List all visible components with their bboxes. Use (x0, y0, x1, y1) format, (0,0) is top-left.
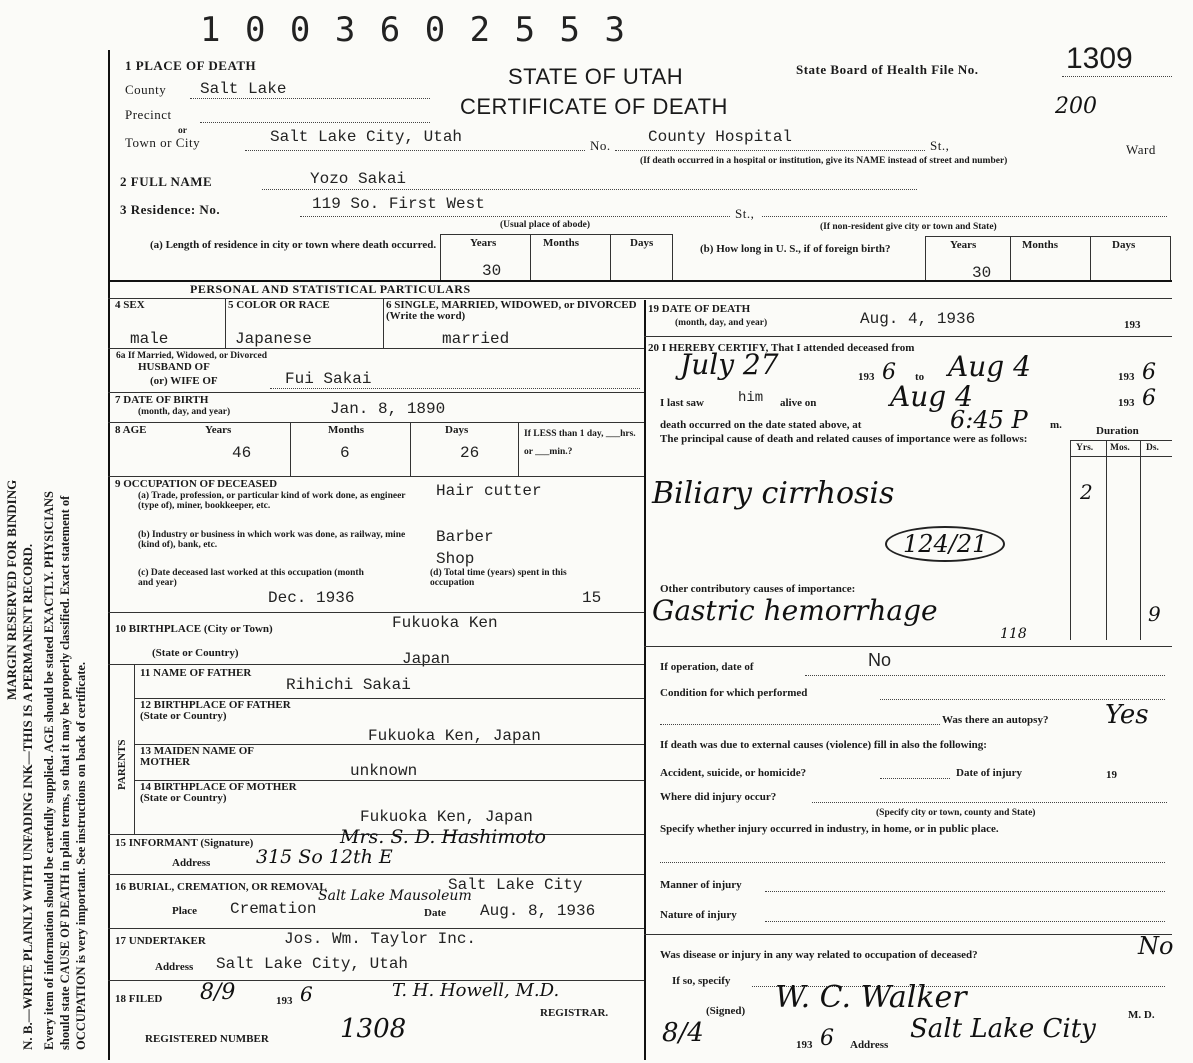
age-months-label: Months (328, 424, 365, 436)
death-date-value: Aug. 4, 1936 (860, 310, 976, 328)
father-value: Rihichi Sakai (286, 676, 411, 694)
spouse-label-2: HUSBAND OF (138, 361, 210, 373)
document-number: 1 0 0 3 6 0 2 5 5 3 (200, 10, 627, 50)
occupation-c-value: Dec. 1936 (268, 589, 355, 607)
autopsy-value: Yes (1105, 700, 1149, 730)
informant-label: 15 INFORMANT (Signature) (115, 837, 254, 849)
death-time: 6:45 P (950, 406, 1028, 434)
last-saw-pronoun: him (738, 390, 764, 406)
precinct-label: Precinct (125, 107, 172, 122)
filed-year: 6 (300, 982, 313, 1006)
informant-address-label: Address (172, 857, 211, 869)
attended-to-year-prefix: 193 (1118, 371, 1135, 383)
alive-on-label: alive on (780, 397, 817, 409)
spouse-value: Fui Sakai (285, 370, 372, 388)
occupation-related-label: Was disease or injury in any way related to occupation of deceased? (660, 949, 978, 961)
state-title: STATE OF UTAH (508, 64, 684, 89)
attended-to-year: 6 (1142, 360, 1156, 385)
burial-place-label: Place (172, 905, 198, 917)
death-date-sub-label: (month, day, and year) (675, 318, 768, 328)
mother-value: unknown (350, 762, 418, 780)
cause-code: 124/21 (885, 526, 1005, 562)
certify-label: 20 I HEREBY CERTIFY, That I attended deceased from (648, 342, 915, 354)
form-center-divider (644, 300, 646, 1060)
margin-instructions-1: Every item of information should be carefully supplied. AGE should be stated EXACTLY. PHYSICIANS (42, 491, 56, 1050)
undertaker-address: Salt Lake City, Utah (216, 955, 409, 973)
town-label: Town or City (125, 135, 201, 150)
contributory-code: 118 (1000, 626, 1027, 642)
occupation-d-label: (d) Total time (years) spent in this occupation (430, 568, 567, 588)
spouse-label-3: (or) WIFE OF (150, 375, 218, 387)
occupation-related-value: No (1138, 932, 1174, 960)
age-days-label: Days (445, 424, 469, 436)
informant-address: 315 So 12th E (256, 846, 393, 868)
margin-instructions-2: should state CAUSE OF DEATH in plain terms, so that it may be properly classified. Exact statement of (58, 495, 72, 1050)
operation-value: No (868, 650, 892, 670)
age-less-label: If LESS than 1 day, ___hrs. or ___min.? (524, 429, 636, 457)
father-label: 11 NAME OF FATHER (140, 667, 252, 679)
place-of-death-heading: 1 PLACE OF DEATH (125, 58, 257, 73)
signed-year: 6 (820, 1026, 834, 1051)
duration-mos-label: Mos. (1110, 443, 1130, 453)
residence-value: 119 So. First West (312, 195, 485, 213)
undertaker-label: 17 UNDERTAKER (115, 935, 206, 947)
contributory-cause: Gastric hemorrhage (652, 594, 938, 627)
age-label: 8 AGE (115, 424, 147, 436)
duration-ds-label: Ds. (1146, 443, 1159, 453)
father-birthplace-value: Fukuoka Ken, Japan (368, 727, 541, 745)
us-days-label: Days (1112, 239, 1136, 251)
last-seen-year: 6 (1142, 386, 1156, 411)
occupation-a-value: Hair cutter (436, 482, 542, 500)
occupation-b-label: (b) Industry or business in which work was done, as railway, mine (kind of), bank, etc. (138, 530, 406, 550)
filed-by-signature: T. H. Howell, M.D. (392, 980, 560, 1001)
attended-to: Aug 4 (948, 350, 1031, 383)
death-date-year-suffix: 193 (1124, 319, 1141, 331)
burial-date-label: Date (424, 907, 446, 919)
usual-abode-note: (Usual place of abode) (500, 220, 590, 230)
registered-number-value: 1308 (340, 1014, 407, 1044)
form-left-border (108, 50, 110, 1060)
manner-label: Manner of injury (660, 879, 742, 891)
res-years-value: 30 (482, 262, 502, 280)
age-days-value: 26 (460, 444, 480, 462)
res-days-label: Days (630, 237, 654, 249)
burial-place-handwritten: Salt Lake Mausoleum (318, 888, 472, 904)
undertaker-address-label: Address (155, 961, 194, 973)
file-subnumber: 200 (1055, 94, 1097, 119)
color-value: Japanese (235, 330, 312, 348)
attended-from-year: 6 (882, 360, 896, 385)
or-label: or (178, 126, 187, 136)
occupation-b-value: Barber Shop (436, 528, 494, 568)
last-seen-alive: Aug 4 (890, 380, 973, 413)
sex-label: 4 SEX (115, 299, 145, 311)
hospital-value: County Hospital (648, 128, 793, 146)
to-label: to (915, 371, 925, 383)
birthplace-value: Fukuoka Ken (392, 614, 498, 632)
death-occurred-label: death occurred on the date stated above, at (660, 419, 862, 431)
specify-city-note: (Specify city or town, county and State) (876, 808, 1036, 818)
age-years-value: 46 (232, 444, 252, 462)
operation-label: If operation, date of (660, 661, 754, 673)
occupation-a-label: (a) Trade, profession, or particular kind of work done, as engineer (type of), miner, bookkeeper, etc. (138, 491, 406, 511)
father-birthplace-label: 12 BIRTHPLACE OF FATHER (State or Country) (140, 699, 291, 722)
county-value: Salt Lake (200, 80, 287, 98)
birthplace-state-value: Japan (402, 650, 451, 668)
physician-address: Salt Lake City (910, 1014, 1096, 1044)
dob-label: 7 DATE OF BIRTH (115, 394, 209, 406)
sex-value: male (130, 330, 169, 348)
attended-from: July 27 (680, 348, 779, 381)
burial-date-value: Aug. 8, 1936 (480, 902, 596, 920)
contributory-cause-days: 9 (1148, 602, 1161, 626)
injury-where-label: Where did injury occur? (660, 791, 777, 803)
town-value: Salt Lake City, Utah (270, 128, 463, 146)
injury-date-label: Date of injury (956, 767, 1022, 779)
occupation-d-value: 15 (582, 589, 602, 607)
filed-label: 18 FILED (115, 993, 163, 1005)
signed-label: (Signed) (706, 1005, 746, 1017)
informant-value: Mrs. S. D. Hashimoto (340, 826, 546, 848)
margin-instructions-3: OCCUPATION is very important. See instructions on back of certificate. (74, 661, 88, 1050)
registrar-label: REGISTRAR. (540, 1007, 609, 1019)
residence-label: 3 Residence: No. (120, 202, 221, 217)
birthplace-state-label: (State or Country) (152, 647, 239, 659)
physician-signature: W. C. Walker (775, 980, 967, 1015)
res-years-label: Years (470, 237, 497, 249)
cause-label: The principal cause of death and related causes of importance were as follows: (660, 433, 1028, 445)
file-number: 1309 (1066, 42, 1133, 75)
filed-year-prefix: 193 (276, 995, 293, 1007)
attended-from-year-prefix: 193 (858, 371, 875, 383)
dob-sub-label: (month, day, and year) (138, 407, 231, 417)
file-no-label: State Board of Health File No. (796, 62, 979, 77)
burial-label: 16 BURIAL, CREMATION, OR REMOVAL (115, 881, 327, 893)
margin-permanent-record-note: N. B.—WRITE PLAINLY WITH UNFADING INK—THIS IS A PERMANENT RECORD. (20, 543, 35, 1050)
full-name-label: 2 FULL NAME (120, 174, 213, 189)
color-label: 5 COLOR OR RACE (228, 299, 330, 311)
burial-place-value: Cremation (230, 900, 317, 918)
condition-label: Condition for which performed (660, 687, 808, 699)
margin-binding-note: MARGIN RESERVED FOR BINDING (4, 479, 19, 700)
other-causes-label: Other contributory causes of importance: (660, 583, 856, 595)
primary-cause: Biliary cirrhosis (652, 476, 895, 511)
death-time-suffix: m. (1050, 419, 1062, 431)
duration-label: Duration (1096, 425, 1139, 437)
age-years-label: Years (205, 424, 232, 436)
burial-value: Salt Lake City (448, 876, 583, 894)
us-months-label: Months (1022, 239, 1059, 251)
nature-label: Nature of injury (660, 909, 737, 921)
last-saw-label: I last saw (660, 397, 705, 409)
occupation-heading: 9 OCCUPATION OF DECEASED (115, 478, 278, 490)
us-years-label: Years (950, 239, 977, 251)
dob-value: Jan. 8, 1890 (330, 400, 446, 418)
ward-label: Ward (1126, 142, 1156, 157)
st-label: St., (930, 138, 950, 153)
non-resident-note: (If non-resident give city or town and State) (820, 222, 997, 232)
personal-particulars-header: PERSONAL AND STATISTICAL PARTICULARS (190, 282, 471, 296)
mother-birthplace-value: Fukuoka Ken, Japan (360, 808, 533, 826)
parents-label: PARENTS (116, 739, 128, 790)
mother-label: 13 MAIDEN NAME OF MOTHER (140, 745, 254, 768)
place-note: (If death occurred in a hospital or institution, give its NAME instead of street and number) (640, 156, 1008, 166)
primary-cause-years: 2 (1080, 480, 1093, 504)
accident-label: Accident, suicide, or homicide? (660, 767, 807, 779)
signed-date: 8/4 (662, 1018, 704, 1048)
no-label: No. (590, 138, 611, 153)
autopsy-label: Was there an autopsy? (942, 714, 1049, 726)
age-months-value: 6 (340, 444, 350, 462)
death-date-label: 19 DATE OF DEATH (648, 303, 751, 315)
last-seen-year-prefix: 193 (1118, 397, 1135, 409)
birthplace-label: 10 BIRTHPLACE (City or Town) (115, 623, 273, 635)
res-months-label: Months (543, 237, 580, 249)
if-so-label: If so, specify (672, 975, 731, 987)
mother-birthplace-label: 14 BIRTHPLACE OF MOTHER (State or Country) (140, 781, 297, 804)
marital-value: married (442, 330, 510, 348)
us-years-value: 30 (972, 264, 992, 282)
occupation-c-label: (c) Date deceased last worked at this occupation (month and year) (138, 568, 364, 588)
injury-year-label: 19 (1106, 769, 1117, 781)
marital-label: 6 SINGLE, MARRIED, WIDOWED, or DIVORCED (Write the word) (386, 299, 637, 322)
certificate-title: CERTIFICATE OF DEATH (460, 94, 728, 119)
time-in-us-label: (b) How long in U. S., if of foreign birth? (700, 243, 891, 255)
residence-st-label: St., (735, 206, 755, 221)
md-label: M. D. (1128, 1009, 1155, 1021)
registered-number-label: REGISTERED NUMBER (145, 1033, 269, 1045)
duration-yrs-label: Yrs. (1076, 443, 1094, 453)
county-label: County (125, 82, 167, 97)
residence-length-label: (a) Length of residence in city or town where death occurred. (150, 239, 437, 251)
signed-year-prefix: 193 (796, 1039, 813, 1051)
specify-industry-label: Specify whether injury occurred in industry, in home, or in public place. (660, 823, 999, 835)
full-name-value: Yozo Sakai (310, 170, 407, 188)
spouse-label-1: 6a If Married, Widowed, or Divorced (116, 351, 268, 361)
physician-address-label: Address (850, 1039, 889, 1051)
filed-date: 8/9 (200, 980, 236, 1005)
undertaker-value: Jos. Wm. Taylor Inc. (284, 930, 477, 948)
external-causes-label: If death was due to external causes (violence) fill in also the following: (660, 739, 987, 751)
